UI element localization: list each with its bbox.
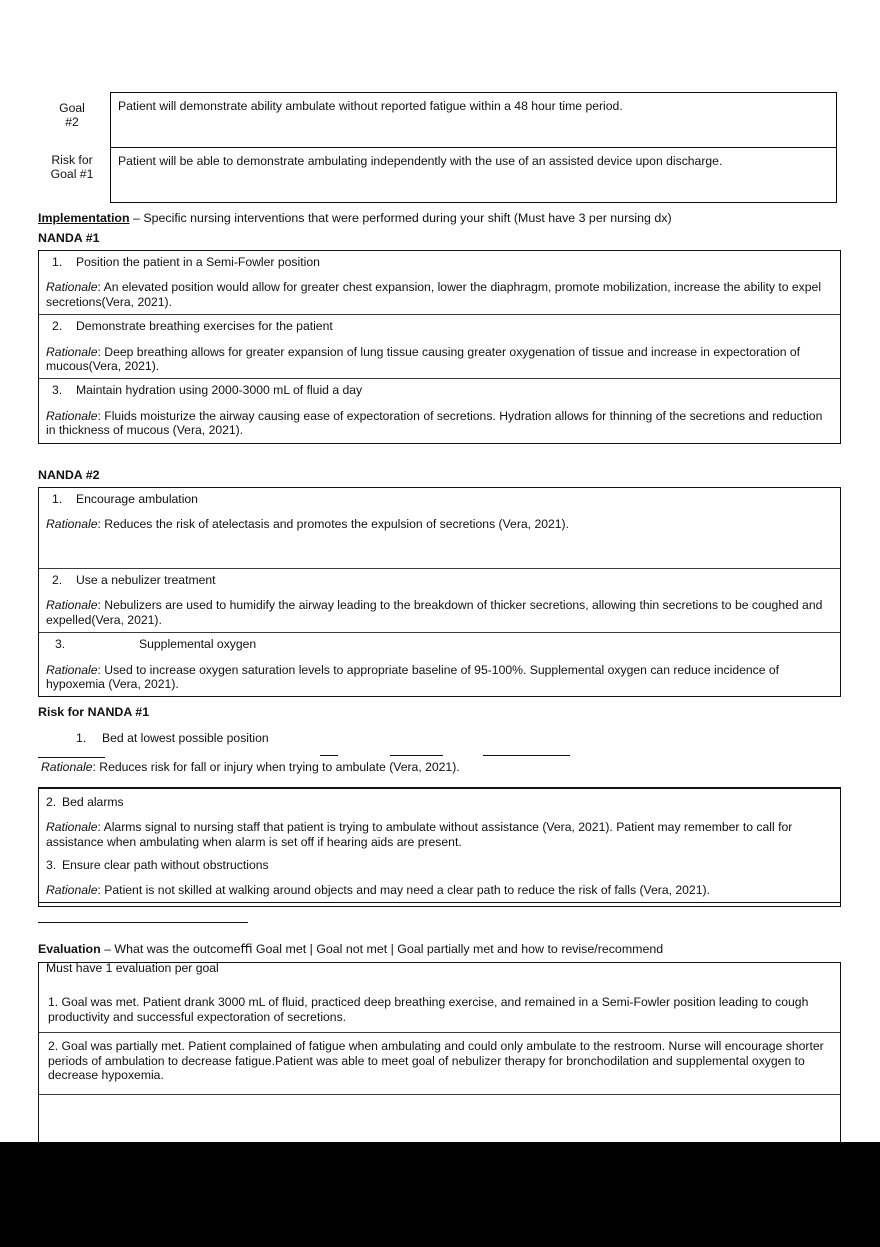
evaluation-subnote: Must have 1 evaluation per goal <box>46 961 219 975</box>
risk-item-3-number: 3. <box>46 858 57 873</box>
goal-2-label <box>36 101 108 130</box>
risk-goal-1-label <box>36 153 108 182</box>
risk-rationale-3 <box>46 883 833 897</box>
rationale-text: : An elevated position would allow for greater chest expansion, lower the diaphragm, promote mobilization, increase the ability to expel secretions(Vera, 2021). <box>46 280 822 309</box>
evaluation-row-3 <box>39 1095 840 1143</box>
rationale-text: : Deep breathing allows for greater expansion of lung tissue causing greater oxygenation of tissue and increase in expectoration of mucous(Vera, 2021). <box>46 344 801 374</box>
nanda-1-row-3 <box>39 379 840 442</box>
nanda-2-row-1 <box>39 488 840 569</box>
goal-2-label-line2: #2 <box>65 115 79 130</box>
evaluation-table <box>38 962 841 1144</box>
rationale-label: Rationale <box>46 408 98 423</box>
risk-item-2 <box>46 795 833 809</box>
implementation-heading <box>38 211 672 226</box>
risk-item-1-text: Bed at lowest possible position <box>102 731 269 745</box>
nanda-1-item-3-text: Maintain hydration using 2000-3000 mL of fluid a day <box>76 383 363 398</box>
evaluation-entry-2: 2. Goal was partially met. Patient complained of fatigue when ambulating and could only ambulate to the restroom. Nurse will encourage shorter periods of ambulation to decrease fatigue.Patient was able to meet goal of nebulizer therapy for bronchodilation and supplemental oxygen to decrease hypoxemia. <box>48 1039 824 1083</box>
implementation-heading-rest: – Specific nursing interventions that were performed during your shift (Must have 3 per nursing dx) <box>129 211 672 225</box>
rationale-text: : Patient is not skilled at walking around objects and may need a clear path to reduce the risk of falls (Vera, 2021). <box>97 882 710 897</box>
page-bottom-black-band <box>0 1142 880 1247</box>
goal-2-text: Patient will demonstrate ability ambulate without reported fatigue within a 48 hour time period. <box>118 99 623 113</box>
nanda-2-row-3 <box>39 633 840 696</box>
nanda-2-item-2 <box>46 573 833 587</box>
nanda-1-item-1-text: Position the patient in a Semi-Fowler position <box>76 255 320 269</box>
rationale-label: Rationale <box>46 662 98 677</box>
risk-item-1-number: 1. <box>76 731 87 745</box>
strikethrough-rule <box>38 902 841 903</box>
risk-item-2-text: Bed alarms <box>62 795 124 809</box>
evaluation-heading-label: Evaluation <box>38 942 101 956</box>
nanda-2-item-1-number: 1. <box>52 492 63 506</box>
rationale-label: Rationale <box>46 344 98 359</box>
stray-rule-1 <box>38 757 105 758</box>
risk-table-body <box>39 789 840 902</box>
nanda-2-rationale-2 <box>46 598 833 627</box>
nanda-2-rationale-3 <box>46 663 833 692</box>
stray-rule-2 <box>320 755 338 756</box>
nanda-1-item-1-number: 1. <box>52 255 63 269</box>
rationale-label: Rationale <box>46 882 98 897</box>
risk-item-1 <box>76 731 836 746</box>
risk-goal-1-label-line1: Risk for <box>51 153 93 167</box>
nanda-1-rationale-3 <box>46 409 833 438</box>
rationale-label: Rationale <box>46 598 98 613</box>
rationale-label: Rationale <box>41 760 93 774</box>
nanda-1-rationale-2 <box>46 345 833 374</box>
goal-2-label-line1: Goal <box>59 101 85 115</box>
risk-nanda-1-heading: Risk for NANDA #1 <box>38 705 150 719</box>
evaluation-row-2 <box>39 1033 840 1095</box>
nanda-2-item-2-number: 2. <box>52 573 63 587</box>
rationale-text: : Alarms signal to nursing staff that patient is trying to ambulate without assistance (Vera, 2021). Patient may remember to call for assistance when ambulating when alarm is set off if hearing aids are present. <box>46 820 793 849</box>
nanda-2-row-2 <box>39 569 840 633</box>
rationale-text: : Reduces risk for fall or injury when trying to ambulate (Vera, 2021). <box>92 760 460 774</box>
nanda-1-item-2-text: Demonstrate breathing exercises for the patient <box>76 319 333 334</box>
nanda-1-item-3-number: 3. <box>52 383 63 398</box>
nanda-1-row-1 <box>39 251 840 315</box>
nanda-2-item-3-text: Supplemental oxygen <box>139 637 257 652</box>
evaluation-heading <box>38 942 663 957</box>
goal-table <box>110 92 837 203</box>
rationale-text: : Fluids moisturize the airway causing ease of expectoration of secretions. Hydration allows for thinning of the secretions and reduction in thickness of mucous (Vera, 2021). <box>46 408 823 438</box>
implementation-heading-label: Implementation <box>38 211 130 225</box>
rationale-label: Rationale <box>46 820 98 835</box>
nanda-1-rationale-1 <box>46 280 833 309</box>
evaluation-heading-rest: – What was the outcomeﬃ Goal met | Goal not met | Goal partially met and how to revise/recommend <box>100 942 664 956</box>
nanda-1-item-3 <box>46 383 833 397</box>
risk-item-3 <box>46 858 833 872</box>
nanda-1-item-1 <box>46 255 833 269</box>
nanda-2-item-1 <box>46 492 833 506</box>
stray-rule-5 <box>38 922 248 923</box>
nanda-2-item-1-text: Encourage ambulation <box>76 492 198 506</box>
stray-rule-3 <box>390 755 443 756</box>
nanda-1-row-2 <box>39 315 840 379</box>
risk-item-3-text: Ensure clear path without obstructions <box>62 858 269 873</box>
rationale-label: Rationale <box>46 517 98 532</box>
nanda-2-rationale-1 <box>46 517 833 531</box>
evaluation-entry-1: 1. Goal was met. Patient drank 3000 mL of fluid, practiced deep breathing exercise, and remained in a Semi-Fowler position leading to cough productivity and successful expectoration of secretions. <box>48 995 809 1024</box>
nanda-1-item-2 <box>46 319 833 333</box>
rationale-text: : Reduces the risk of atelectasis and promotes the expulsion of secretions (Vera, 2021). <box>97 517 570 532</box>
nanda-2-table <box>38 487 841 697</box>
nanda-2-item-3 <box>46 637 833 651</box>
nanda-1-heading: NANDA #1 <box>38 231 100 245</box>
rationale-text: : Used to increase oxygen saturation levels to appropriate baseline of 95-100%. Supplemental oxygen can reduce incidence of hypoxemia (Vera, 2021). <box>46 662 780 692</box>
nanda-1-item-2-number: 2. <box>52 319 63 334</box>
evaluation-row-1 <box>39 961 840 1033</box>
risk-rationale-1 <box>41 760 821 775</box>
risk-goal-1-text: Patient will be able to demonstrate ambulating independently with the use of an assisted device upon discharge. <box>111 147 836 202</box>
risk-item-2-number: 2. <box>46 795 57 809</box>
stray-rule-4 <box>483 755 570 756</box>
nanda-2-item-3-number: 3. <box>55 637 66 652</box>
nanda-2-heading: NANDA #2 <box>38 468 100 482</box>
risk-goal-1-label-line2: Goal #1 <box>50 167 94 182</box>
rationale-text: : Nebulizers are used to humidify the airway leading to the breakdown of thicker secretions, allowing thin secretions to be coughed and expelled(Vera, 2021). <box>46 598 823 627</box>
nanda-2-item-2-text: Use a nebulizer treatment <box>76 573 216 587</box>
nanda-1-table <box>38 250 841 444</box>
risk-table <box>38 787 841 907</box>
rationale-label: Rationale <box>46 280 98 295</box>
risk-rationale-2 <box>46 820 833 849</box>
